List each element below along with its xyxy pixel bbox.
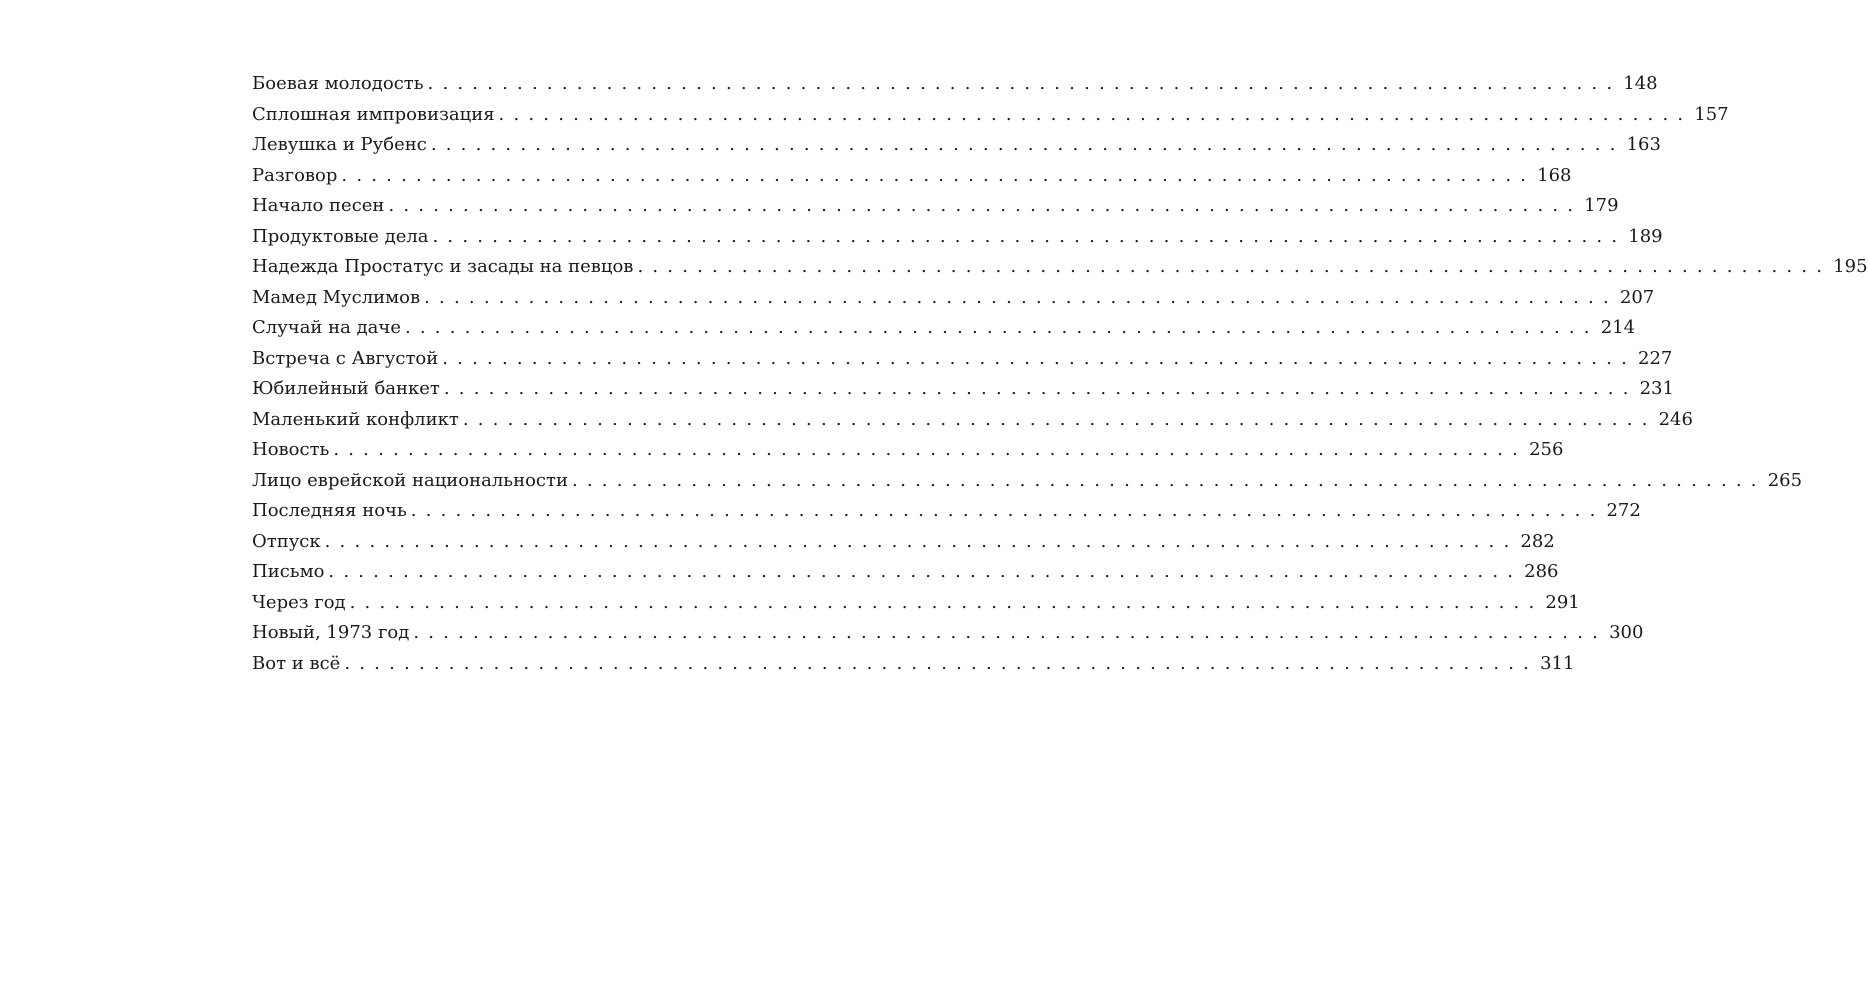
toc-entry-page: 256 [1529,439,1564,460]
toc-entry [252,73,1658,104]
toc-entry [252,469,1803,501]
toc-entry-title: Случай на даче [252,317,401,338]
toc-entry-title: Встреча с Августой [252,347,439,369]
toc-entry-title: Продуктовые дела [252,225,429,247]
toc-entry-title: Начало песен [252,195,385,216]
toc-entry-title: Левушка и Рубенс [252,134,427,155]
toc-entry [252,347,1673,379]
toc-dot-leader: ................................................................................ [333,439,1528,460]
toc-entry-page: 265 [1767,469,1803,491]
toc-entry-page: 195 [1833,256,1868,277]
toc-entry-page: 157 [1694,103,1729,125]
toc-dot-leader: ................................................................................ [432,225,1627,247]
toc-entry-title: Отпуск [252,530,321,552]
toc-dot-leader: ................................................................................ [462,408,1657,430]
toc-entry [252,652,1575,684]
toc-dot-leader: ................................................................................ [571,469,1766,491]
toc-entry-page: 163 [1626,134,1661,155]
toc-entry [252,103,1729,135]
toc-entry [252,378,1674,409]
toc-entry-title: Новый, 1973 год [252,622,410,643]
toc-dot-leader: ................................................................................ [404,317,1599,338]
toc-entry-page: 189 [1628,225,1663,247]
toc-entry-page: 214 [1600,317,1636,338]
toc-dot-leader: ................................................................................ [443,378,1638,399]
toc-entry-title: Вот и всё [252,652,341,674]
toc-entry-title: Письмо [252,561,325,582]
toc-dot-leader: ................................................................................ [498,103,1693,125]
toc-dot-leader: ................................................................................ [324,530,1519,552]
toc-entry-page: 300 [1609,622,1644,643]
toc-entry [252,591,1580,623]
toc-entry [252,530,1555,562]
toc-entry-page: 179 [1584,195,1619,216]
toc-dot-leader: ................................................................................ [344,652,1539,674]
toc-entry-title: Юбилейный банкет [252,378,440,399]
toc-dot-leader: ................................................................................ [388,195,1583,216]
toc-entry [252,408,1693,440]
toc-entry [252,256,1868,287]
toc-entry [252,225,1663,257]
toc-entry-page: 227 [1638,347,1673,369]
toc-entry-title: Новость [252,439,330,460]
table-of-contents [252,73,1868,683]
toc-entry-page: 231 [1639,378,1674,399]
toc-dot-leader: ................................................................................ [424,286,1618,308]
toc-entry-page: 148 [1623,73,1658,94]
toc-entry-title: Маленький конфликт [252,408,459,430]
toc-entry [252,561,1559,592]
toc-entry-page: 311 [1540,652,1575,674]
toc-entry [252,500,1641,531]
toc-entry-page: 282 [1520,530,1555,552]
toc-dot-leader: ................................................................................ [328,561,1523,582]
toc-dot-leader: ................................................................................ [442,347,1636,369]
toc-entry-page: 168 [1537,164,1572,186]
toc-dot-leader: ................................................................................ [349,591,1544,613]
toc-entry-page: 291 [1545,591,1580,613]
toc-entry-page: 286 [1524,561,1559,582]
toc-entry-title: Через год [252,591,346,613]
toc-entry-title: Боевая молодость [252,73,424,94]
toc-dot-leader: ................................................................................ [637,256,1832,277]
toc-dot-leader: ................................................................................ [427,73,1622,94]
toc-entry-title: Разговор [252,164,338,186]
toc-entry [252,195,1619,226]
toc-entry-title: Последняя ночь [252,500,407,521]
toc-entry [252,622,1644,653]
toc-entry-page: 246 [1658,408,1693,430]
toc-entry-title: Сплошная импровизация [252,103,495,125]
toc-entry-title: Надежда Простатус и засады на певцов [252,256,634,277]
toc-entry [252,134,1661,165]
toc-entry-title: Мамед Муслимов [252,286,421,308]
toc-entry [252,286,1655,318]
toc-dot-leader: ................................................................................ [430,134,1625,155]
toc-entry [252,439,1564,470]
toc-entry-page: 272 [1606,500,1641,521]
toc-dot-leader: ................................................................................ [410,500,1605,521]
toc-dot-leader: ................................................................................ [413,622,1608,643]
toc-entry-title: Лицо еврейской национальности [252,469,568,491]
toc-entry [252,317,1636,348]
toc-entry-page: 207 [1619,286,1655,308]
toc-dot-leader: ................................................................................ [341,164,1536,186]
toc-entry [252,164,1572,196]
